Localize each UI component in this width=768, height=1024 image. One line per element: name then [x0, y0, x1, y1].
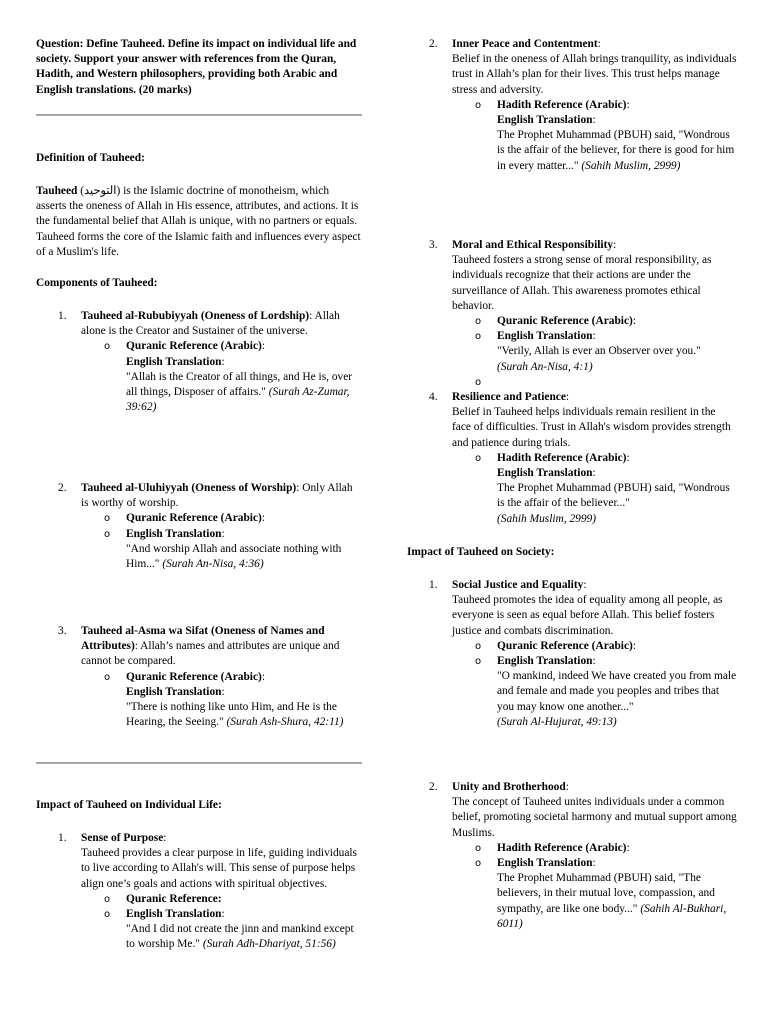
list-number: 3.: [429, 239, 438, 251]
bullet-icon: o: [475, 316, 482, 328]
impact-item: 4. Resilience and Patience: Belief in Tauheed helps individuals remain resilient in the face of difficulties. Trust in Allah's wisdom provides strength and patience during trials. o Hadith Reference (Arabic): English Translation: The Prophet Muhammad (PBUH) said, "Wondrous is the affair of the believer..." (Sahih Muslim, 2999): [407, 390, 737, 527]
bullet-icon: o: [475, 640, 482, 652]
translation-block: o English Translation: "Verily, Allah is ever an Observer over you." (Surah An-Nisa, 4:1): [475, 330, 701, 373]
definition-paragraph: [36, 184, 362, 260]
reference-label: Quranic Reference (Arabic): [126, 512, 262, 525]
quote-text: The Prophet Muhammad (PBUH) said, "The believers, in their mutual love, compassion, and sympathy, are like one body...": [497, 872, 715, 915]
bullet-icon: o: [104, 513, 111, 525]
citation: (Sahih Muslim, 2999): [581, 159, 681, 172]
component-item: 3. Tauheed al-Asma wa Sifat (Oneness of Names and Attributes): Allah’s names and attributes are unique and cannot be compared. o Quranic Reference (Arabic): English Translation: "There is nothing like unto Him, and He is the Hearing, the Seeing." (Surah Ash-Shura, 42:11): [36, 624, 362, 730]
citation: (Sahih Al-Bukhari, 6011): [497, 902, 727, 930]
quote-text: "Allah is the Creator of all things, and He is, over all things, Disposer of affairs.": [126, 370, 353, 399]
translation-label: English Translation: [497, 114, 593, 127]
components-heading: Components of Tauheed:: [36, 277, 158, 289]
quote-text: "There is nothing like unto Him, and He is the Hearing, the Seeing.": [126, 701, 337, 729]
bullet-icon: o: [104, 909, 111, 921]
quote-text: "And I did not create the jinn and mankind except to worship Me.": [126, 923, 354, 951]
impact-title: Resilience and Patience: [452, 391, 566, 403]
list-number: 1.: [58, 310, 67, 322]
reference-block: o Quranic Reference (Arabic): English Translation: "There is nothing like unto Him, and He is the Hearing, the Seeing." (Surah Ash-Shura, 42:11): [104, 670, 344, 729]
translation-label: English Translation: [497, 467, 593, 480]
reference-block: o Hadith Reference (Arabic): English Translation: The Prophet Muhammad (PBUH) said, "Wondrous is the affair of the believer..." (Sahih Muslim, 2999): [475, 451, 730, 525]
citation: (Surah Ash-Shura, 42:11): [226, 716, 344, 729]
bullet-icon: o: [475, 858, 482, 870]
bullet-icon: o: [475, 331, 482, 343]
bullet-icon: o: [104, 341, 111, 353]
component-title: Tauheed al-Rububiyyah (Oneness of Lordship): [81, 310, 310, 322]
impact-title: Inner Peace and Contentment: [452, 38, 598, 50]
citation: (Surah Adh-Dhariyat, 51:56): [202, 938, 336, 951]
component-title: Tauheed al-Uluhiyyah (Oneness of Worship): [81, 482, 297, 494]
reference-label: Hadith Reference (Arabic): [497, 98, 627, 111]
impact-title: Unity and Brotherhood: [452, 781, 566, 793]
impact-title: Social Justice and Equality: [452, 579, 584, 591]
impact-desc: The concept of Tauheed unites individuals under a common belief, promoting societal harmony and mutual support among Muslims.: [452, 796, 737, 839]
list-number: 1.: [58, 832, 67, 844]
citation: (Sahih Muslim, 2999): [497, 512, 597, 525]
empty-bullet: [452, 375, 737, 390]
reference-label: Hadith Reference (Arabic): [497, 841, 627, 854]
reference-block: o Hadith Reference (Arabic): English Translation: The Prophet Muhammad (PBUH) said, "Wondrous is the affair of the believer, for there is good for him in every matter..." (Sahih Muslim, 2999): [475, 98, 735, 172]
impact-title: Sense of Purpose: [81, 832, 164, 844]
translation-label: English Translation: [126, 908, 222, 921]
component-desc: Allah’s names and attributes are unique and cannot be compared.: [81, 640, 340, 668]
definition-arabic: (التوحيد): [80, 185, 121, 197]
impact-desc: Tauheed fosters a strong sense of moral responsibility, as individuals recognize that their actions are under the surveillance of Allah. This awareness promotes ethical behavior.: [452, 254, 712, 312]
citation: (Surah Al-Hujurat, 49:13): [497, 715, 617, 728]
list-number: 4.: [429, 391, 438, 403]
citation: (Surah An-Nisa, 4:1): [497, 360, 593, 373]
reference-block: o Quranic Reference (Arabic):: [452, 314, 737, 329]
impact-item: 1. Sense of Purpose: Tauheed provides a clear purpose in life, guiding individuals to live according to Allah's will. This sense of purpose helps align one’s goals and actions with spiritual objectives. o Quranic Reference: o English Translation: "And I did not create the jinn and mankind except to worship Me." (Surah Adh-Dhariyat, 51:56): [36, 831, 362, 953]
reference-label: Quranic Reference:: [126, 892, 222, 905]
reference-label: Quranic Reference (Arabic): [126, 670, 262, 683]
component-item: 1. Tauheed al-Rububiyyah (Oneness of Lordship): Allah alone is the Creator and Sustainer of the universe. o Quranic Reference (Arabic): English Translation: "Allah is the Creator of all things, and He is, over all things, Disposer of affairs." (Surah Az-Zumar, 39:62): [36, 309, 362, 415]
bullet-icon: o: [475, 656, 482, 668]
reference-label: Quranic Reference (Arabic): [497, 639, 633, 652]
translation-block: o English Translation: The Prophet Muhammad (PBUH) said, "The believers, in their mutual love, compassion, and sympathy, are like one body..." (Sahih Al-Bukhari, 6011): [475, 857, 727, 930]
translation-label: English Translation: [126, 685, 222, 698]
bullet-icon: o: [475, 376, 482, 388]
quote-text: The Prophet Muhammad (PBUH) said, "Wondrous is the affair of the believer, for there is good for him in every matter...": [497, 129, 735, 172]
impact-item: 2. Unity and Brotherhood: The concept of Tauheed unites individuals under a common belief, promoting societal harmony and mutual support among Muslims. o Hadith Reference (Arabic): o English Translation: The Prophet Muhammad (PBUH) said, "The believers, in their mutual love, compassion, and sympathy, are like one body..." (Sahih Al-Bukhari, 6011): [407, 780, 737, 932]
translation-block: o English Translation: "O mankind, indeed We have created you from male and female and made you peoples and tribes that you may know one another..." (Surah Al-Hujurat, 49:13): [475, 655, 737, 728]
section-divider: [36, 762, 362, 764]
section-divider: [36, 114, 362, 116]
impact-desc: Tauheed provides a clear purpose in life, guiding individuals to live according to Allah's will. This sense of purpose helps align one’s goals and actions with spiritual objectives.: [81, 847, 357, 890]
reference-block: o Quranic Reference (Arabic): English Translation: "Allah is the Creator of all things, and He is, over all things, Disposer of affairs." (Surah Az-Zumar, 39:62): [104, 340, 353, 414]
citation: (Surah Az-Zumar, 39:62): [126, 386, 350, 414]
list-number: 3.: [58, 625, 67, 637]
quote-text: "And worship Allah and associate nothing with Him...": [126, 542, 342, 571]
reference-block: o Quranic Reference (Arabic):: [452, 639, 737, 654]
translation-block: o English Translation: "And worship Allah and associate nothing with Him..." (Surah An-Nisa, 4:36): [104, 527, 342, 571]
bullet-icon: o: [104, 893, 111, 905]
impact-desc: Belief in the oneness of Allah brings tranquility, as individuals trust in Allah’s plan for their lives. This trust helps manage stress and adversity.: [452, 53, 737, 96]
reference-label: Quranic Reference (Arabic): [126, 340, 262, 353]
impact-item: 2. Inner Peace and Contentment: Belief in the oneness of Allah brings tranquility, as individuals trust in Allah’s plan for their lives. This trust helps manage stress and adversity. o Hadith Reference (Arabic): English Translation: The Prophet Muhammad (PBUH) said, "Wondrous is the affair of the believer, for there is good for him in every matter..." (Sahih Muslim, 2999): [407, 37, 737, 174]
bullet-icon: o: [104, 528, 111, 540]
reference-label: Hadith Reference (Arabic): [497, 451, 627, 464]
quote-text: The Prophet Muhammad (PBUH) said, "Wondrous is the affair of the believer...": [497, 482, 730, 510]
question-text: Question: Define Tauheed. Define its impact on individual life and society. Support your answer with references from the Quran, Hadith, and Western philosophers, providing both Arabic and English translations. (20 marks): [36, 38, 357, 96]
bullet-icon: o: [475, 842, 482, 854]
quote-text: "O mankind, indeed We have created you from male and female and made you peoples and tribes that you may know one another...": [497, 670, 737, 713]
impact-title: Moral and Ethical Responsibility: [452, 239, 614, 251]
list-number: 1.: [429, 579, 438, 591]
definition-term: Tauheed: [36, 185, 78, 197]
translation-label: English Translation: [497, 857, 593, 870]
list-number: 2.: [429, 38, 438, 50]
definition-text: is the Islamic doctrine of monotheism, which asserts the oneness of Allah in His essence, attributes, and actions. It is the fundamental belief that Allah is unique, with no partners or equals. Tauheed forms the core of the Islamic faith and influences every aspect of a Muslim's life.: [36, 185, 361, 258]
component-desc: Allah alone is the Creator and Sustainer of the universe.: [81, 310, 340, 338]
translation-label: English Translation: [497, 330, 593, 343]
reference-block: o Hadith Reference (Arabic):: [452, 841, 737, 856]
reference-block: o Quranic Reference (Arabic):: [81, 511, 362, 526]
citation: (Surah An-Nisa, 4:36): [162, 558, 264, 571]
quote-text: "Verily, Allah is ever an Observer over you.": [497, 345, 701, 358]
reference-label: Quranic Reference (Arabic): [497, 315, 633, 328]
impact-desc: Tauheed promotes the idea of equality among all people, as everyone is seen as equal before Allah. This belief fosters justice and combats discrimination.: [452, 594, 723, 637]
bullet-icon: o: [475, 452, 482, 464]
definition-heading: Definition of Tauheed:: [36, 152, 145, 164]
impact-item: 1. Social Justice and Equality: Tauheed promotes the idea of equality among all people, as everyone is seen as equal before Allah. This belief fosters justice and combats discrimination. o Quranic Reference (Arabic): o English Translation: "O mankind, indeed We have created you from male and female and made you peoples and tribes that you may know one another..." (Surah Al-Hujurat, 49:13): [407, 578, 737, 730]
translation-label: English Translation: [497, 655, 593, 668]
impact-item: 3. Moral and Ethical Responsibility: Tauheed fosters a strong sense of moral responsibility, as individuals recognize that their actions are under the surveillance of Allah. This awareness promotes ethical behavior. o Quranic Reference (Arabic): o English Translation: "Verily, Allah is ever an Observer over you." (Surah An-Nisa, 4:1) o: [407, 238, 737, 390]
component-desc: Only Allah is worthy of worship.: [81, 482, 353, 510]
list-number: 2.: [429, 781, 438, 793]
individual-heading: Impact of Tauheed on Individual Life:: [36, 799, 222, 811]
reference-block: [81, 892, 362, 907]
bullet-icon: o: [475, 99, 482, 111]
impact-desc: Belief in Tauheed helps individuals remain resilient in the face of difficulties. Trust in Allah's wisdom provides strength and patience during trials.: [452, 406, 731, 449]
translation-label: English Translation: [126, 527, 222, 540]
component-item: 2. Tauheed al-Uluhiyyah (Oneness of Worship): Only Allah is worthy of worship. o Quranic Reference (Arabic): o English Translation: "And worship Allah and associate nothing with Him..." (Surah An-Nisa, 4:36): [36, 481, 362, 572]
list-number: 2.: [58, 482, 67, 494]
translation-block: o English Translation: "And I did not create the jinn and mankind except to worship Me." (Surah Adh-Dhariyat, 51:56): [104, 908, 354, 951]
bullet-icon: o: [104, 671, 111, 683]
society-heading: Impact of Tauheed on Society:: [407, 546, 555, 558]
translation-label: English Translation: [126, 355, 222, 368]
component-title: Tauheed al-Asma wa Sifat (Oneness of Names and Attributes): [81, 625, 325, 653]
